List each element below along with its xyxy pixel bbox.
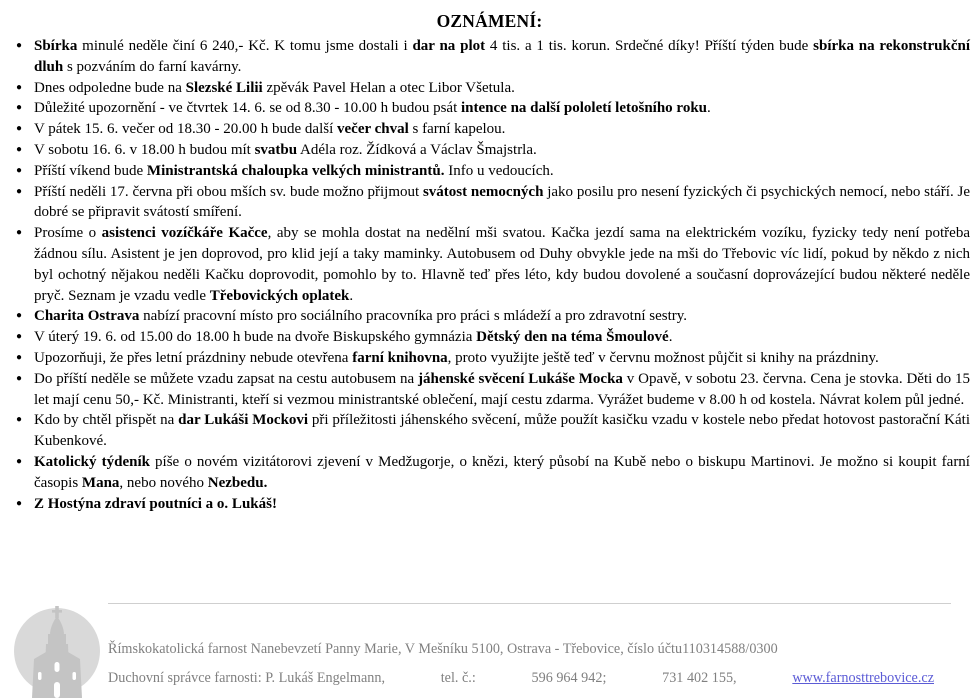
announcement-item: ● Do příští neděle se můžete vzadu zapsat na cestu autobusem na jáhenské svěcení Lukáše Mocka v Opavě, v sobotu 23. června. Cena je stovka. Děti do 15 let mají cenu 50,- Kč. Ministranti, kteří si vezmou ministrantské oblečení, mají cestu zdarma. Vyrážet budeme v 8.00 h od kostela. Návrat kolem půl jedné. xyxy=(14,369,970,411)
footer-phone-1: 596 964 942; xyxy=(531,670,607,686)
announcement-item: ● V úterý 19. 6. od 15.00 do 18.00 h bude na dvoře Biskupského gymnázia Dětský den na téma Šmoulové. xyxy=(14,327,970,348)
announcement-item: ● V sobotu 16. 6. v 18.00 h budou mít svatbu Adéla roz. Žídková a Václav Šmajstrla. xyxy=(14,140,970,161)
footer-parish-info: Římskokatolická farnost Nanebevzetí Panny Marie, V Mešníku 5100, Ostrava - Třebovice, číslo účtu110314588/0300 xyxy=(108,641,778,657)
footer-phone-2: 731 402 155, xyxy=(662,670,737,686)
announcement-item: ● Příští víkend bude Ministrantská chaloupka velkých ministrantů. Info u vedoucích. xyxy=(14,161,970,182)
announcement-list xyxy=(14,36,970,514)
announcement-item: ● Prosíme o asistenci vozíčkáře Kačce, aby se mohla dostat na nedělní mši svatou. Kačka jezdí sama na elektrickém vozíku, fyzicky tedy není potřeba žádnou sílu. Asistent je jen doprovod, pro klid její a taky maminky. Autobusem od Duhy obvykle jede na mši do Třebovic víc lidí, pokud by někdo z nich byl ochotný nějakou neděli Kačku doprovodit, pomohlo by to. Hlavně teď přes léto, kdy budou dovolené a současní doprovázející budou některé neděle pryč. Seznam je vzadu vedle Třebovických oplatek. xyxy=(14,223,970,306)
announcement-item: ● Upozorňuji, že přes letní prázdniny nebude otevřena farní knihovna, proto využijte ještě teď v červnu možnost půjčit si knihy na prázdniny. xyxy=(14,348,970,369)
footer-contact xyxy=(108,670,934,687)
announcement-item: ● Sbírka minulé neděle činí 6 240,- Kč. K tomu jsme dostali i dar na plot 4 tis. a 1 tis. korun. Srdečné díky! Příští týden bude sbírka na rekonstrukční dluh s pozváním do farní kavárny. xyxy=(14,36,970,78)
announcement-item: ● Charita Ostrava nabízí pracovní místo pro sociálního pracovníka pro práci s mládeží a pro zdravotní sestry. xyxy=(14,306,970,327)
announcement-item: ● Dnes odpoledne bude na Slezské Lilii zpěvák Pavel Helan a otec Libor Všetula. xyxy=(14,78,970,99)
announcement-item: ● Katolický týdeník píše o novém vizitátorovi zjevení v Medžugorje, o knězi, který působí na Kubě nebo o biskupu Martinovi. Je možno si koupit farní časopis Mana, nebo nového Nezbedu. xyxy=(14,452,970,494)
announcement-item: ● Kdo by chtěl přispět na dar Lukáši Mockovi při příležitosti jáhenského svěcení, může použít kasičku vzadu v kostele nebo předat hotovost pastorační Káti Kubenkové. xyxy=(14,410,970,452)
footer-divider xyxy=(108,603,951,604)
announcement-item: ● V pátek 15. 6. večer od 18.30 - 20.00 h bude další večer chval s farní kapelou. xyxy=(14,119,970,140)
footer-phone-label: tel. č.: xyxy=(440,670,476,686)
announcement-item: ● Z Hostýna zdraví poutníci a o. Lukáš! xyxy=(14,494,970,515)
announcement-item: ● Důležité upozornění - ve čtvrtek 14. 6. se od 8.30 - 10.00 h budou psát intence na další pololetí letošního roku. xyxy=(14,98,970,119)
page-title: OZNÁMENÍ: xyxy=(436,11,543,31)
website-link[interactable]: www.farnosttrebovice.cz xyxy=(792,670,934,686)
announcement-item: ● Příští neděli 17. června při obou mších sv. bude možno přijmout svátost nemocných jako posilu pro nesení fyzických či psychických nemocí, nebo stáří. Je dobré se připravit svátostí smíření. xyxy=(14,182,970,224)
footer-pastor: Duchovní správce farnosti: P. Lukáš Engelmann, xyxy=(108,670,385,686)
church-logo-icon xyxy=(14,604,100,698)
